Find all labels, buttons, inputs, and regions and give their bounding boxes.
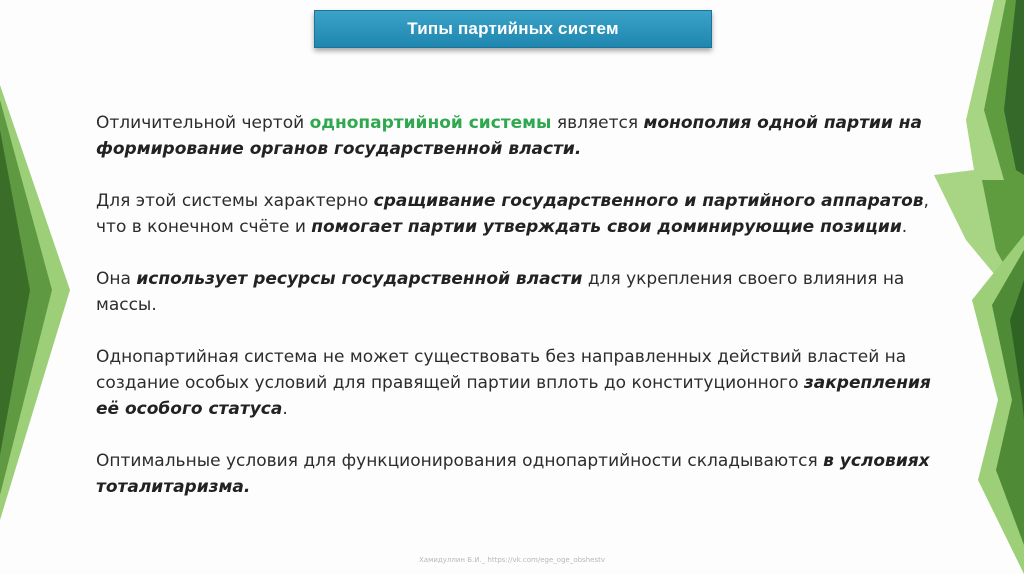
- footer-credit: Хамидуллин Б.И._ https://vk.com/ege_oge_obshestv: [419, 556, 605, 564]
- p1-emphasis: монополия одной партии на формирование органов государственной власти.: [96, 113, 923, 159]
- p1-text-middle: является: [551, 113, 644, 133]
- p3-text-start: Она: [96, 269, 137, 289]
- p2-emphasis-2: помогает партии утверждать свои доминирующие позиции: [311, 217, 902, 237]
- paragraph-4: [96, 344, 938, 422]
- p3-emphasis: использует ресурсы государственной власти: [136, 269, 583, 289]
- p2-text-middle: , что в конечном счёте и: [96, 191, 929, 237]
- left-green-border-decoration: [0, 0, 80, 574]
- slide-title: Типы партийных систем: [407, 19, 619, 38]
- p4-emphasis: закрепления её особого статуса: [96, 373, 931, 419]
- p3-text-end: для укрепления своего влияния на массы.: [96, 269, 905, 315]
- title-bar: [314, 10, 712, 48]
- right-green-border-decoration: [934, 0, 1024, 574]
- p2-text-start: Для этой системы характерно: [96, 191, 374, 211]
- paragraph-2: [96, 188, 938, 240]
- p4-text-start: Однопартийная система не может существовать без направленных действий властей на создание особых условий для правящей партии вплоть до конституционного: [96, 347, 907, 393]
- p5-text-start: Оптимальные условия для функционирования однопартийности складываются: [96, 451, 824, 471]
- content-area: [96, 110, 938, 526]
- p1-text-start: Отличительной чертой: [96, 113, 310, 133]
- paragraph-1: [96, 110, 938, 162]
- p1-green-highlight: однопартийной системы: [309, 113, 552, 133]
- p2-text-end: .: [901, 217, 908, 237]
- paragraph-3: [96, 266, 938, 318]
- paragraph-5: [96, 448, 938, 500]
- p4-text-end: .: [282, 399, 288, 419]
- p5-emphasis: в условиях тоталитаризма.: [96, 451, 930, 497]
- p2-emphasis-1: сращивание государственного и партийного аппаратов: [373, 191, 924, 211]
